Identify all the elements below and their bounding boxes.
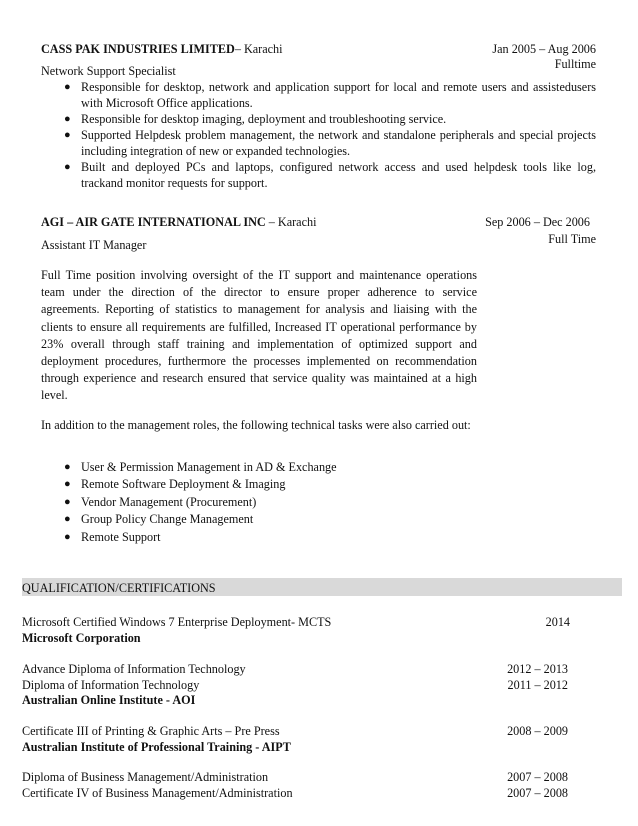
- qualification-year: 2012 – 2013: [507, 662, 568, 676]
- list-item: ● Built and deployed PCs and laptops, configured network access and used helpdesk tools like log, trackand monitor requests for support.: [64, 160, 596, 190]
- list-item: ● Supported Helpdesk problem management, the network and standalone peripherals and special projects including integration of new or expanded technologies.: [64, 128, 596, 158]
- job2-type: Full Time: [548, 232, 596, 246]
- qualification-year: 2007 – 2008: [507, 786, 568, 800]
- list-item: ● User & Permission Management in AD & Exchange: [81, 459, 461, 476]
- bullet-icon: ●: [64, 478, 71, 491]
- job1-type: Fulltime: [554, 57, 596, 71]
- job2-location: – Karachi: [265, 215, 317, 229]
- qualification-name: Certificate IV of Business Management/Administration: [22, 786, 293, 800]
- bullet-icon: ●: [64, 113, 71, 125]
- job1-bullet-list: [64, 79, 596, 191]
- job1-location: – Karachi: [234, 42, 283, 56]
- job2-additional-text: In addition to the management roles, the following technical tasks were also carried out:: [41, 418, 471, 432]
- job2-heading: [41, 214, 461, 230]
- qualification-year: 2014: [545, 615, 570, 629]
- qualification-year: 2011 – 2012: [507, 678, 568, 692]
- qualification-year: 2007 – 2008: [507, 770, 568, 784]
- section-heading: QUALIFICATION/CERTIFICATIONS: [22, 581, 216, 595]
- qualification-name: Diploma of Business Management/Administration: [22, 770, 269, 784]
- job1-title: Network Support Specialist: [41, 64, 176, 78]
- qualification-name: Certificate III of Printing & Graphic Arts – Pre Press: [22, 724, 280, 738]
- section-heading-bar: [22, 578, 622, 596]
- bullet-icon: ●: [64, 495, 71, 508]
- job2-description: Full Time position involving oversight of the IT support and maintenance operations team under the direction of the director to ensure proper adherence to service agreements. Reporting of statistics to management for analysis and liaising with the clients to ensure all requirements are fulfilled, Increased IT operational performance by 23% overall through staff training and implementation of optimized support and deployment procedures, furthermore the processes implemented on recommendation through experience and research ensured that service quality was maintained at a high level.: [41, 268, 477, 403]
- job1-heading: [41, 41, 461, 57]
- qualification-name: Advance Diploma of Information Technology: [22, 662, 246, 676]
- job2-bullet-list: [64, 459, 461, 546]
- list-item: ● Remote Software Deployment & Imaging: [81, 476, 461, 493]
- qualification-institution: Australian Institute of Professional Training - AIPT: [22, 740, 291, 754]
- list-item: ● Responsible for desktop, network and application support for local and remote users and assistedusers with Microsoft Office applications.: [64, 80, 596, 110]
- job1-dates: Jan 2005 – Aug 2006: [492, 42, 596, 56]
- qualification-institution: Microsoft Corporation: [22, 631, 141, 645]
- job1-company: CASS PAK INDUSTRIES LIMITED: [41, 42, 235, 56]
- list-item: ● Group Policy Change Management: [81, 511, 461, 528]
- bullet-icon: ●: [64, 161, 71, 173]
- qualification-name: Diploma of Information Technology: [22, 678, 200, 692]
- bullet-icon: ●: [64, 513, 71, 526]
- list-item: ● Remote Support: [81, 529, 461, 546]
- bullet-icon: ●: [64, 81, 71, 93]
- bullet-icon: ●: [64, 461, 71, 473]
- list-item: ● Vendor Management (Procurement): [81, 494, 461, 511]
- qualification-institution: Australian Online Institute - AOI: [22, 693, 196, 707]
- bullet-icon: ●: [64, 530, 71, 543]
- job2-title: Assistant IT Manager: [41, 238, 147, 252]
- job2-company: AGI – AIR GATE INTERNATIONAL INC: [41, 215, 266, 229]
- bullet-icon: ●: [64, 129, 71, 141]
- qualification-year: 2008 – 2009: [507, 724, 568, 738]
- list-item: ● Responsible for desktop imaging, deployment and troubleshooting service.: [64, 112, 447, 126]
- qualification-name: Microsoft Certified Windows 7 Enterprise Deployment- MCTS: [22, 615, 332, 629]
- job2-dates: Sep 2006 – Dec 2006: [485, 215, 590, 229]
